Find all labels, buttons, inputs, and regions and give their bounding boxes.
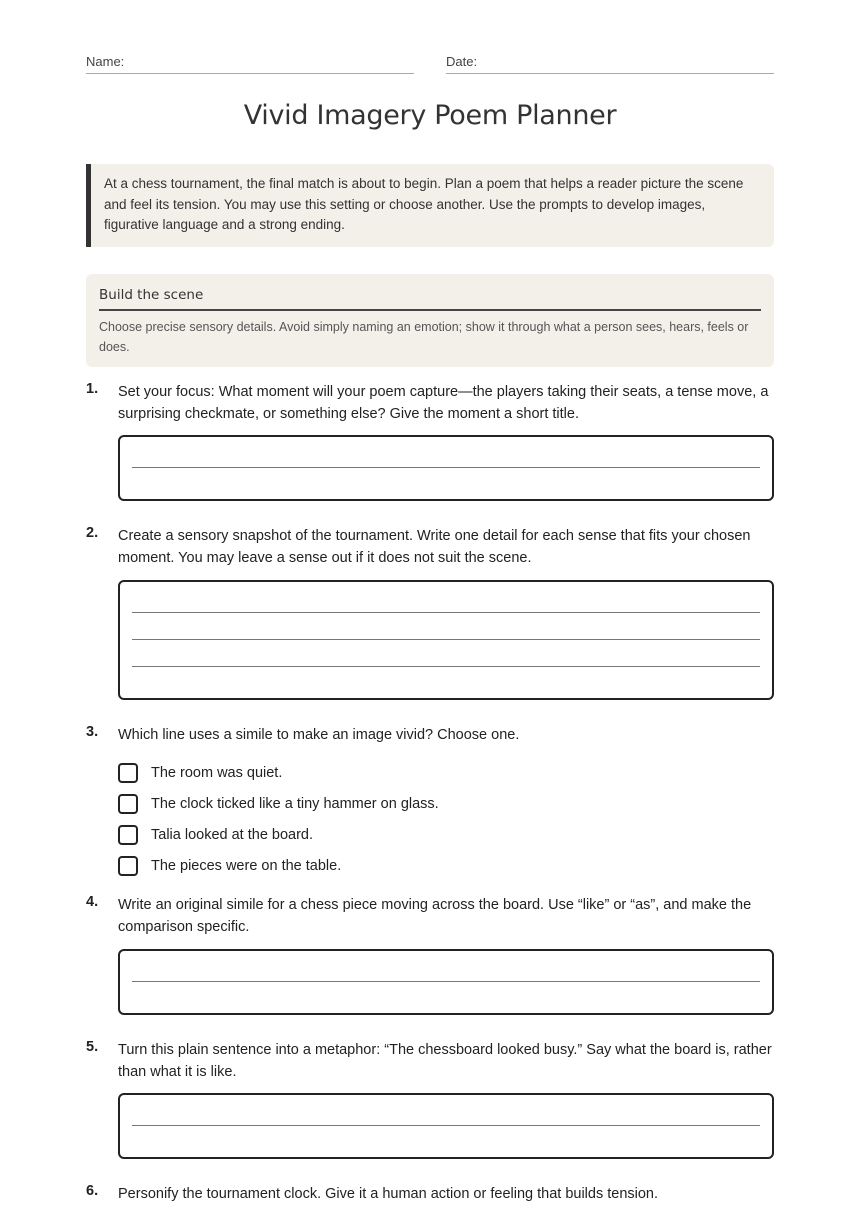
question-2: [86, 525, 774, 569]
page-title: Vivid Imagery Poem Planner: [243, 100, 617, 131]
question-text: Write an original simile for a chess piece moving across the board. Use “like” or “as”, and make the comparison specific.: [118, 897, 752, 935]
question-1: [86, 381, 774, 425]
name-date-row: [86, 54, 774, 74]
section-description: Choose precise sensory details. Avoid simply naming an emotion; show it through what a person sees, hears, feels or does.: [99, 320, 749, 354]
choice-list: [118, 757, 439, 881]
choice-label: The room was quiet.: [151, 764, 283, 781]
answer-box-1[interactable]: [118, 435, 774, 501]
question-number: 5.: [86, 1039, 99, 1055]
intro-callout: At a chess tournament, the final match is about to begin. Plan a poem that helps a reader picture the scene and feel its tension. You may use this setting or choose another. Use the prompts to develop images, figurative language and a strong ending.: [86, 164, 774, 247]
choice-label: The pieces were on the table.: [151, 857, 342, 874]
choice-label: Talia looked at the board.: [151, 826, 314, 843]
choice-option-1[interactable]: [118, 757, 439, 788]
question-5: [86, 1039, 774, 1083]
name-field[interactable]: [86, 54, 414, 74]
name-label: Name:: [86, 54, 125, 69]
writing-line: [132, 1125, 760, 1126]
choice-label: The clock ticked like a tiny hammer on glass.: [151, 795, 439, 812]
question-text: Create a sensory snapshot of the tournament. Write one detail for each sense that fits your chosen moment. You may leave a sense out if it does not suit the scene.: [118, 528, 751, 566]
date-field[interactable]: [446, 54, 774, 74]
writing-line: [132, 666, 760, 667]
question-number: 2.: [86, 525, 99, 541]
section-title: Build the scene: [99, 287, 761, 311]
question-number: 1.: [86, 381, 99, 397]
question-4: [86, 894, 774, 938]
choice-option-3[interactable]: [118, 819, 439, 850]
writing-line: [132, 639, 760, 640]
section-build-the-scene: [86, 274, 774, 367]
writing-line: [132, 981, 760, 982]
question-number: 6.: [86, 1183, 99, 1199]
writing-line: [132, 612, 760, 613]
checkbox[interactable]: [118, 856, 138, 876]
answer-box-2[interactable]: [118, 580, 774, 700]
date-label: Date:: [446, 54, 478, 69]
question-3: [86, 724, 774, 746]
question-number: 3.: [86, 724, 99, 740]
question-text: Set your focus: What moment will your poem capture—the players taking their seats, a tense move, a surprising checkmate, or something else? Give the moment a short title.: [118, 384, 769, 422]
question-text: Personify the tournament clock. Give it a human action or feeling that builds tension.: [118, 1186, 659, 1202]
writing-line: [132, 467, 760, 468]
checkbox[interactable]: [118, 763, 138, 783]
checkbox[interactable]: [118, 794, 138, 814]
question-6: [86, 1183, 774, 1205]
answer-box-4[interactable]: [118, 949, 774, 1015]
answer-box-5[interactable]: [118, 1093, 774, 1159]
question-number: 4.: [86, 894, 99, 910]
choice-option-2[interactable]: [118, 788, 439, 819]
checkbox[interactable]: [118, 825, 138, 845]
question-text: Which line uses a simile to make an image vivid? Choose one.: [118, 727, 520, 743]
choice-option-4[interactable]: [118, 850, 439, 881]
question-text: Turn this plain sentence into a metaphor: “The chessboard looked busy.” Say what the board is, rather than what it is like.: [118, 1042, 772, 1080]
